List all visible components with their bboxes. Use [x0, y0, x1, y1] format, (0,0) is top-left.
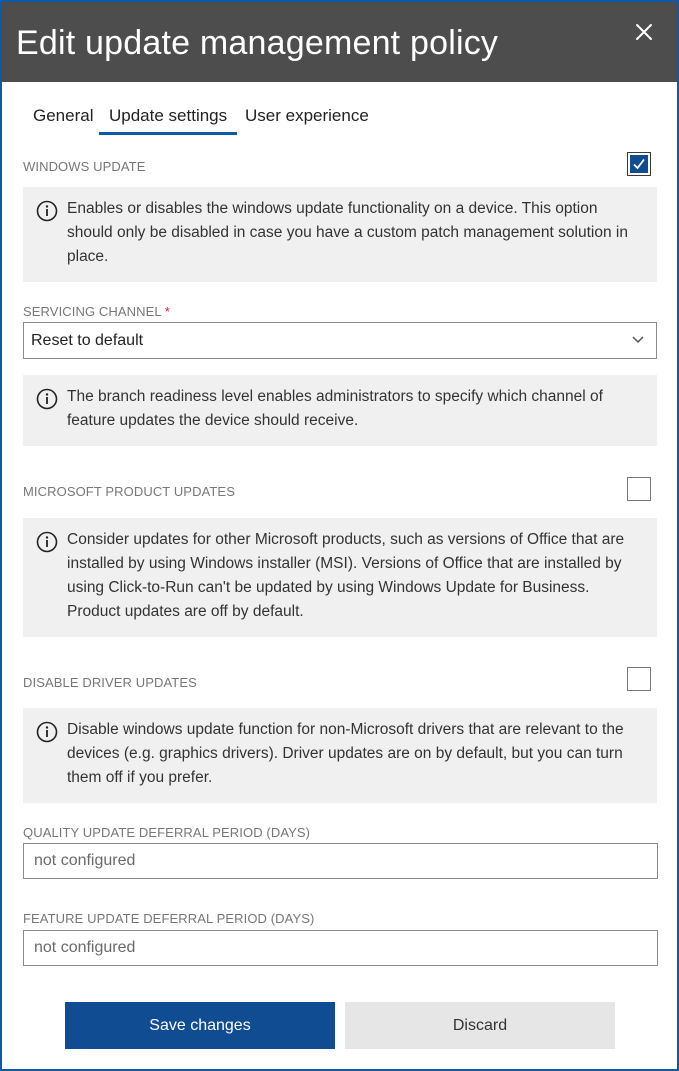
- tab-bar: [22, 98, 622, 138]
- checkmark-icon: [631, 156, 647, 172]
- microsoft-product-updates-info: [23, 518, 657, 637]
- info-text: Disable windows update function for non-Microsoft drivers that are relevant to the devices (e.g. graphics drivers). Driver updates are on by default, but you can turn them off if you prefer.: [67, 721, 624, 786]
- info-icon: [36, 531, 58, 553]
- dialog-title: Edit update management policy: [16, 24, 499, 62]
- tab-update-settings[interactable]: Update settings: [109, 106, 228, 125]
- discard-button[interactable]: Discard: [345, 1002, 615, 1049]
- microsoft-product-updates-label: MICROSOFT PRODUCT UPDATES: [23, 484, 235, 499]
- info-text: Enables or disables the windows update functionality on a device. This option should only be disabled in case you have a custom patch management solution in place.: [67, 200, 628, 265]
- quality-deferral-input[interactable]: [23, 843, 658, 879]
- servicing-channel-label-text: SERVICING CHANNEL: [23, 304, 162, 319]
- microsoft-product-updates-checkbox[interactable]: [627, 477, 651, 501]
- chevron-down-icon: [632, 336, 644, 344]
- info-text: Consider updates for other Microsoft products, such as versions of Office that are installed by using Windows installer (MSI). Versions of Office that are installed by using Click-to-Run can't be updated by using Windows Update for Business. Product updates are off by default.: [67, 531, 625, 620]
- disable-driver-updates-label: DISABLE DRIVER UPDATES: [23, 675, 197, 690]
- disable-driver-updates-info: [23, 708, 657, 803]
- info-icon: [36, 721, 58, 743]
- servicing-channel-label: [23, 304, 170, 319]
- servicing-channel-value: Reset to default: [31, 332, 144, 349]
- feature-deferral-input[interactable]: [23, 930, 658, 966]
- required-marker: *: [164, 304, 170, 319]
- dialog-title-bar: [2, 2, 677, 82]
- feature-deferral-label: FEATURE UPDATE DEFERRAL PERIOD (DAYS): [23, 911, 315, 926]
- info-icon: [36, 388, 58, 410]
- windows-update-checkbox[interactable]: [627, 152, 651, 176]
- windows-update-label: WINDOWS UPDATE: [23, 159, 146, 174]
- quality-deferral-label: QUALITY UPDATE DEFERRAL PERIOD (DAYS): [23, 825, 311, 840]
- close-icon[interactable]: [630, 18, 658, 46]
- tab-user-experience[interactable]: User experience: [245, 106, 369, 125]
- info-icon: [36, 200, 58, 222]
- save-changes-button[interactable]: Save changes: [65, 1002, 335, 1049]
- disable-driver-updates-checkbox[interactable]: [627, 667, 651, 691]
- tab-general[interactable]: General: [33, 106, 94, 125]
- windows-update-info: [23, 187, 657, 282]
- servicing-channel-select[interactable]: [23, 322, 657, 359]
- servicing-channel-info: [23, 375, 657, 446]
- info-text: The branch readiness level enables administrators to specify which channel of feature updates the device should receive.: [67, 388, 603, 429]
